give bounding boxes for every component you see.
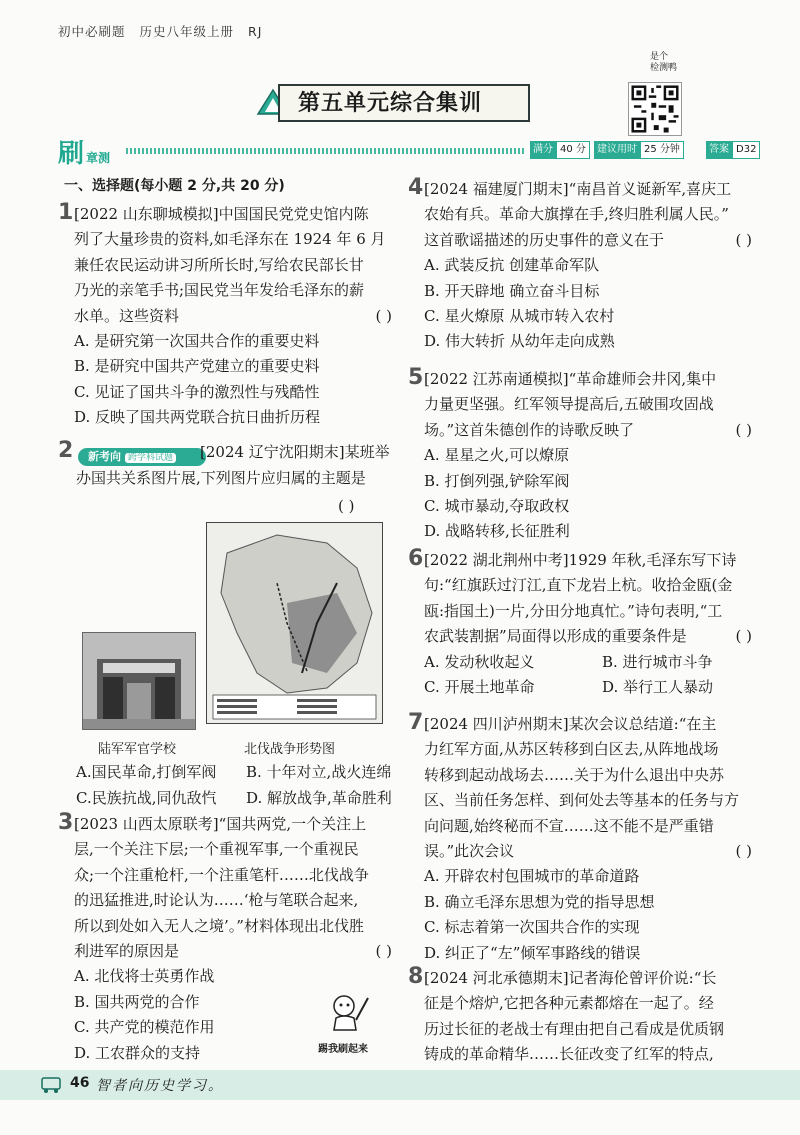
q7-option-c[interactable]: C. 标志着第一次国共合作的实现 bbox=[424, 918, 640, 937]
q2-line: [2024 辽宁沈阳期末]某班举 bbox=[200, 443, 390, 461]
q6-line: 句:“红旗跃过汀江,直下龙岩上杭。收拾金瓯(金 bbox=[424, 576, 733, 595]
cartoon-character-icon bbox=[318, 990, 378, 1042]
q3-number: 3 bbox=[58, 810, 74, 835]
brand-main: 刷 bbox=[58, 139, 85, 169]
running-header bbox=[58, 22, 276, 40]
train-icon bbox=[40, 1076, 62, 1094]
q4-option-b[interactable]: B. 开天辟地 确立奋斗目标 bbox=[424, 281, 600, 300]
q3-option-b[interactable]: B. 国共两党的合作 bbox=[74, 992, 200, 1011]
q3-option-d[interactable]: D. 工农群众的支持 bbox=[74, 1043, 201, 1062]
q3-option-c[interactable]: C. 共产党的模范作用 bbox=[74, 1018, 215, 1037]
q8-number: 8 bbox=[408, 964, 424, 989]
q3-line: 层,一个关注下层;一个重视军事,一个重视民 bbox=[74, 840, 359, 859]
question-4 bbox=[408, 175, 752, 355]
q4-option-a[interactable]: A. 武装反抗 创建革命军队 bbox=[424, 256, 600, 275]
q3-option-a[interactable]: A. 北伐将士英勇作战 bbox=[74, 967, 215, 986]
qr-caption-line2: 检测鸭 bbox=[650, 63, 678, 73]
q6-answer-blank[interactable]: ( ) bbox=[735, 627, 752, 646]
q7-line: 区、当前任务怎样、到何处去等基本的任务与方 bbox=[424, 791, 740, 810]
q8-line: 铸成的革命精华……长征改变了红军的特点, bbox=[424, 1045, 714, 1064]
q7-line: 转移到起动战场去……关于为什么退出中央苏 bbox=[424, 765, 725, 784]
q4-answer-blank[interactable]: ( ) bbox=[735, 230, 752, 249]
q6-option-a[interactable]: A. 发动秋收起义 bbox=[424, 652, 535, 671]
q7-option-b[interactable]: B. 确立毛泽东思想为党的指导思想 bbox=[424, 892, 655, 911]
q6-line: [2022 湖北荆州中考]1929 年秋,毛泽东写下诗 bbox=[424, 551, 737, 569]
q6-number: 6 bbox=[408, 546, 424, 571]
q3-line: 所以到处如入无人之境’。”材料体现出北伐胜 bbox=[74, 916, 364, 935]
footer-motto: 智者向历史学习。 bbox=[96, 1078, 224, 1094]
page-number: 46 bbox=[70, 1075, 90, 1091]
q7-option-d[interactable]: D. 纠正了“左”倾军事路线的错误 bbox=[424, 943, 641, 962]
q7-option-a[interactable]: A. 开辟农村包围城市的革命道路 bbox=[424, 867, 640, 886]
q2-line: 办国共关系图片展,下列图片应归属的主题是 bbox=[76, 469, 366, 487]
unit-title: 第五单元综合集训 bbox=[298, 91, 483, 116]
q2-option-c[interactable]: C.民族抗战,同仇敌忾 bbox=[76, 789, 217, 807]
q6-line: 农武装割据”局面得以形成的重要条件是 bbox=[424, 627, 687, 646]
q1-line: [2022 山东聊城模拟]中国国民党党史馆内陈 bbox=[74, 205, 369, 223]
q2-answer-blank[interactable]: ( ) bbox=[338, 497, 355, 515]
score-value: 40 分 bbox=[556, 141, 590, 159]
map-caption: 北伐战争形势图 bbox=[244, 742, 336, 757]
q5-answer-blank[interactable]: ( ) bbox=[735, 420, 752, 439]
q4-option-d[interactable]: D. 伟大转折 从幼年走向成熟 bbox=[424, 332, 615, 351]
q1-option-a[interactable]: A. 是研究第一次国共合作的重要史料 bbox=[74, 332, 320, 351]
q1-line: 水单。这些资料 bbox=[74, 306, 180, 325]
time-label: 建议用时 bbox=[594, 141, 640, 159]
question-6 bbox=[408, 546, 752, 700]
q8-line: 征是个熔炉,它把各种元素都熔在一起了。经 bbox=[424, 994, 714, 1013]
photo-caption: 陆军军官学校 bbox=[98, 742, 177, 757]
q4-line: [2024 福建厦门期末]“南昌首义诞新军,喜庆工 bbox=[424, 180, 732, 198]
q1-number: 1 bbox=[58, 200, 74, 225]
q3-line: [2023 山西太原联考]“国共两党,一个关注上 bbox=[74, 815, 367, 833]
q3-line: 众;一个注重枪杆,一个注重笔杆……北伐战争 bbox=[74, 865, 369, 884]
q1-line: 兼任农民运动讲习所所长时,写给农民部长甘 bbox=[74, 255, 364, 274]
q1-line: 列了大量珍贵的资料,如毛泽东在 1924 年 6 月 bbox=[74, 230, 386, 249]
question-8 bbox=[408, 964, 752, 1068]
academy-gate-icon bbox=[83, 633, 195, 729]
new-trend-label: 新考向 bbox=[88, 450, 121, 463]
q1-option-c[interactable]: C. 见证了国共斗争的激烈性与残酷性 bbox=[74, 382, 320, 401]
qr-caption-line1: 是个 bbox=[650, 52, 669, 62]
brand-mark bbox=[58, 133, 110, 170]
q3-line: 的迅猛推进,时论认为……‘枪与笔联合起来, bbox=[74, 891, 359, 910]
book-name: 初中必刷题 bbox=[58, 24, 126, 39]
brand-sub: 章测 bbox=[86, 151, 111, 165]
q2-option-a[interactable]: A.国民革命,打倒军阀 bbox=[76, 763, 217, 781]
q7-line: 误。”此次会议 bbox=[424, 842, 515, 861]
q6-option-c[interactable]: C. 开展土地革命 bbox=[424, 678, 535, 697]
time-tag bbox=[594, 141, 684, 159]
q5-option-a[interactable]: A. 星星之火,可以燎原 bbox=[424, 446, 570, 465]
question-1 bbox=[58, 200, 394, 431]
score-tag bbox=[530, 141, 590, 159]
time-value: 25 分钟 bbox=[640, 141, 684, 159]
q7-answer-blank[interactable]: ( ) bbox=[735, 842, 752, 861]
sticker-caption: 踢我刷起来 bbox=[318, 1044, 368, 1055]
q1-line: 乃光的亲笔手书;国民党当年发给毛泽东的薪 bbox=[74, 281, 365, 300]
q6-option-b[interactable]: B. 进行城市斗争 bbox=[602, 652, 713, 671]
subject-name: 历史八年级上册 bbox=[139, 24, 235, 39]
answer-tag bbox=[706, 141, 760, 159]
q7-line: [2024 四川泸州期末]某次会议总结道:“在主 bbox=[424, 715, 717, 733]
q4-line: 这首歌谣描述的历史事件的意义在于 bbox=[424, 230, 665, 249]
q1-answer-blank[interactable]: ( ) bbox=[375, 306, 392, 325]
q5-line: 力量更坚强。红军领导提高后,五破围攻固战 bbox=[424, 395, 714, 414]
q5-line: 场。”这首朱德创作的诗歌反映了 bbox=[424, 420, 635, 439]
q6-option-d[interactable]: D. 举行工人暴动 bbox=[602, 678, 714, 697]
military-academy-photo bbox=[82, 632, 196, 730]
q2-number: 2 bbox=[58, 438, 74, 463]
q5-option-d[interactable]: D. 战略转移,长征胜利 bbox=[424, 522, 570, 541]
q3-answer-blank[interactable]: ( ) bbox=[375, 942, 392, 961]
edition: RJ bbox=[248, 24, 263, 39]
q5-number: 5 bbox=[408, 365, 424, 390]
q1-option-d[interactable]: D. 反映了国共两党联合抗日曲折历程 bbox=[74, 408, 321, 427]
score-label: 满分 bbox=[530, 141, 556, 159]
q8-line: [2024 河北承德期末]记者海伦曾评价说:“长 bbox=[424, 969, 717, 987]
q2-option-d[interactable]: D. 解放战争,革命胜利 bbox=[246, 789, 392, 807]
map-icon bbox=[207, 523, 382, 723]
q4-option-c[interactable]: C. 星火燎原 从城市转入农村 bbox=[424, 307, 615, 326]
q4-number: 4 bbox=[408, 175, 424, 200]
question-5 bbox=[408, 365, 752, 545]
q5-option-b[interactable]: B. 打倒列强,铲除军阀 bbox=[424, 471, 570, 490]
question-7 bbox=[408, 710, 752, 966]
q2-option-b[interactable]: B. 十年对立,战火连绵 bbox=[246, 763, 392, 781]
section-heading: 一、选择题(每小题 2 分,共 20 分) bbox=[64, 178, 285, 194]
q3-line: 利进军的原因是 bbox=[74, 942, 180, 961]
q8-line: 历过长征的老战士有理由把自己看成是优质钢 bbox=[424, 1019, 725, 1038]
dotted-divider bbox=[126, 148, 526, 154]
q7-number: 7 bbox=[408, 710, 424, 735]
qr-code-icon[interactable] bbox=[628, 82, 682, 136]
qr-caption bbox=[650, 52, 677, 74]
answer-label: 答案 bbox=[706, 141, 732, 159]
answer-value: D32 bbox=[732, 141, 760, 159]
q7-line: 力红军方面,从苏区转移到白区去,从阵地战场 bbox=[424, 740, 719, 759]
q5-option-c[interactable]: C. 城市暴动,夺取政权 bbox=[424, 497, 570, 516]
q4-line: 农始有兵。革命大旗撑在手,终归胜利属人民。” bbox=[424, 205, 729, 224]
q5-line: [2022 江苏南通模拟]“革命雄师会井冈,集中 bbox=[424, 370, 717, 388]
northern-expedition-map bbox=[206, 522, 383, 724]
q7-line: 向问题,始终秘而不宣……这不能不是严重错 bbox=[424, 816, 714, 835]
q1-option-b[interactable]: B. 是研究中国共产党建立的重要史料 bbox=[74, 357, 320, 376]
new-trend-badge bbox=[78, 448, 206, 466]
q6-line: 瓯:指国土)一片,分田分地真忙。”诗句表明,“工 bbox=[424, 601, 723, 620]
cross-subject-label: 跨学科试题 bbox=[125, 453, 176, 463]
